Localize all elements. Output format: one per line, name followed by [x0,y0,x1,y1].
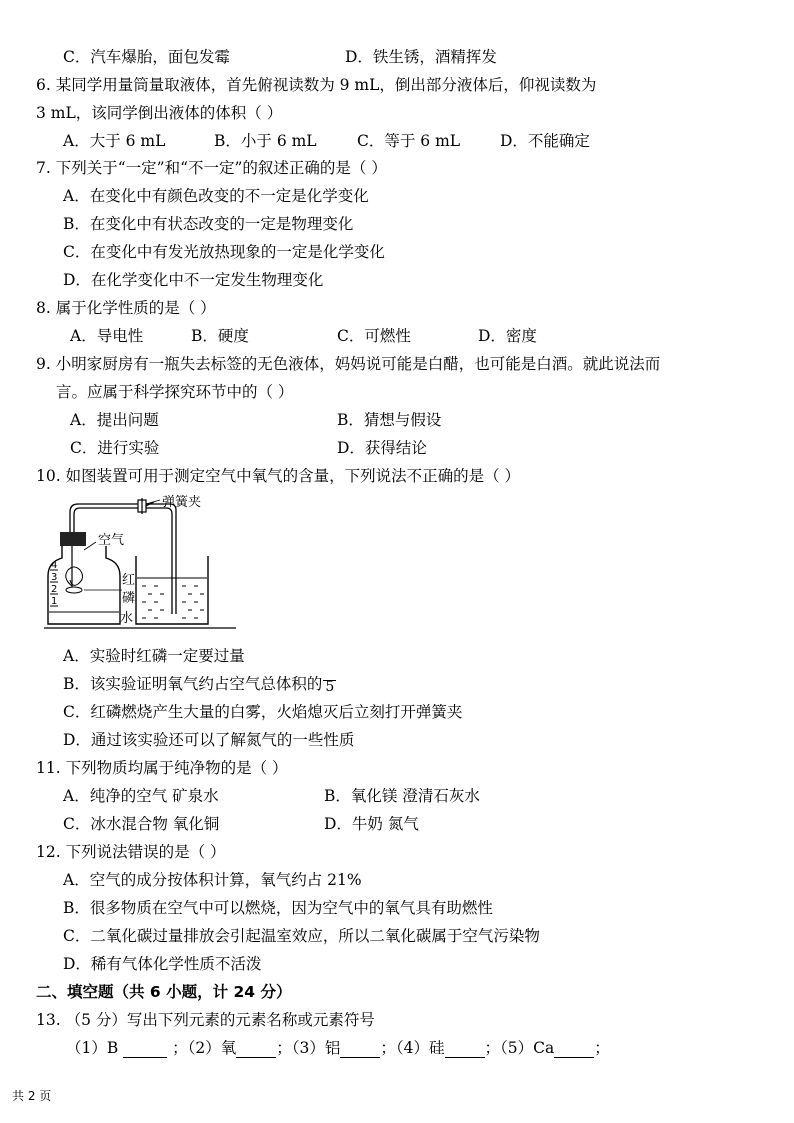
q12-option-a: A．空气的成分按体积计算，氧气约占 21% [63,871,362,889]
q6-option-a: A．大于 6 mL [63,132,166,150]
answer-blank-1[interactable] [123,1040,167,1058]
q7-option-c: C．在变化中有发光放热现象的一定是化学变化 [63,243,385,261]
scale-1: 1 [51,596,58,607]
q13-item-5: ；（5）Ca [484,1039,555,1057]
q10-stem: 10. 如图装置可用于测定空气中氧气的含量，下列说法不正确的是（ ） [36,467,521,485]
q9-option-a: A．提出问题 [70,411,159,429]
q5-option-d: D．铁生锈，酒精挥发 [345,48,497,66]
answer-blank-3[interactable] [340,1040,380,1058]
q9-stem-line2: 言。应属于科学探究环节中的（ ） [56,383,294,401]
q13-item-1: （1）B [66,1039,119,1057]
q13-item-end: ； [594,1039,610,1057]
q11-option-d: D．牛奶 氮气 [324,815,419,833]
q11-option-a: A．纯净的空气 矿泉水 [63,787,219,805]
q10-option-c: C．红磷燃烧产生大量的白雾，火焰熄灭后立刻打开弹簧夹 [63,703,463,721]
q7-stem: 7. 下列关于“一定”和“不一定”的叙述正确的是（ ） [36,159,387,177]
answer-blank-4[interactable] [445,1040,485,1058]
q12-option-b: B．很多物质在空气中可以燃烧，因为空气中的氧气具有助燃性 [63,899,493,917]
q10-option-b-text: B．该实验证明氧气约占空气总体积的 [63,675,323,693]
q6-stem-line1: 6. 某同学用量筒量取液体，首先俯视读数为 9 mL，倒出部分液体后，仰视读数为 [36,76,597,94]
q7-option-b: B．在变化中有状态改变的一定是物理变化 [63,215,354,233]
q7-option-d: D．在化学变化中不一定发生物理变化 [63,271,324,289]
q9-option-c: C．进行实验 [70,439,160,457]
q8-option-c: C．可燃性 [337,327,411,345]
phosphorus-label-1: 红 [122,573,136,588]
q8-stem: 8. 属于化学性质的是（ ） [36,299,216,317]
q13-item-2: ；（2）氧 [172,1039,237,1057]
scale-3: 3 [51,572,58,583]
q10-option-d: D．通过该实验还可以了解氮气的一些性质 [63,731,355,749]
q10-apparatus-figure [40,490,240,632]
q11-option-b: B．氧化镁 澄清石灰水 [324,787,480,805]
q12-option-c: C．二氧化碳过量排放会引起温室效应，所以二氧化碳属于空气污染物 [63,927,540,945]
q13-blanks-row [66,1038,610,1058]
q6-option-d: D．不能确定 [500,132,590,150]
q13-stem: 13. （5 分）写出下列元素的元素名称或元素符号 [36,1011,375,1029]
q9-option-b: B．猜想与假设 [337,411,442,429]
q13-item-4: ；（4）硅 [380,1039,445,1057]
q7-option-a: A．在变化中有颜色改变的不一定是化学变化 [63,187,369,205]
q6-stem-line2: 3 mL，该同学倒出液体的体积（ ） [36,104,283,122]
section-title-fill-in: 二、填空题（共 6 小题，计 24 分） [36,983,292,1001]
q9-stem-line1: 9. 小明家厨房有一瓶失去标签的无色液体，妈妈说可能是白醋，也可能是白酒。就此说法而 [36,355,661,373]
clamp-label: 弹簧夹 [162,495,202,510]
scale-2: 2 [51,584,58,595]
answer-blank-2[interactable] [236,1040,276,1058]
q13-item-3: ；（3）铝 [276,1039,341,1057]
q10-option-a: A．实验时红磷一定要过量 [63,647,245,665]
q6-option-b: B．小于 6 mL [214,132,317,150]
q8-option-b: B．硬度 [191,327,249,345]
q6-option-c: C．等于 6 mL [357,132,461,150]
water-label: 水 [120,611,134,626]
phosphorus-label-2: 磷 [122,591,136,606]
q8-option-a: A．导电性 [70,327,144,345]
fraction-one-fifth [323,677,336,694]
fraction-denominator: 5 [325,678,335,695]
q12-stem: 12. 下列说法错误的是（ ） [36,843,226,861]
answer-blank-5[interactable] [554,1040,594,1058]
q9-option-d: D．获得结论 [337,439,427,457]
q10-option-b [63,674,337,694]
q11-stem: 11. 下列物质均属于纯净物的是（ ） [36,759,288,777]
q5-option-c: C．汽车爆胎，面包发霉 [63,48,230,66]
q12-option-d: D．稀有气体化学性质不活泼 [63,955,262,973]
q11-option-c: C．冰水混合物 氧化铜 [63,815,220,833]
q8-option-d: D．密度 [478,327,537,345]
page-footer: 共 2 页 [12,1089,52,1103]
air-label: 空气 [98,533,125,548]
scale-4: 4 [51,560,58,571]
